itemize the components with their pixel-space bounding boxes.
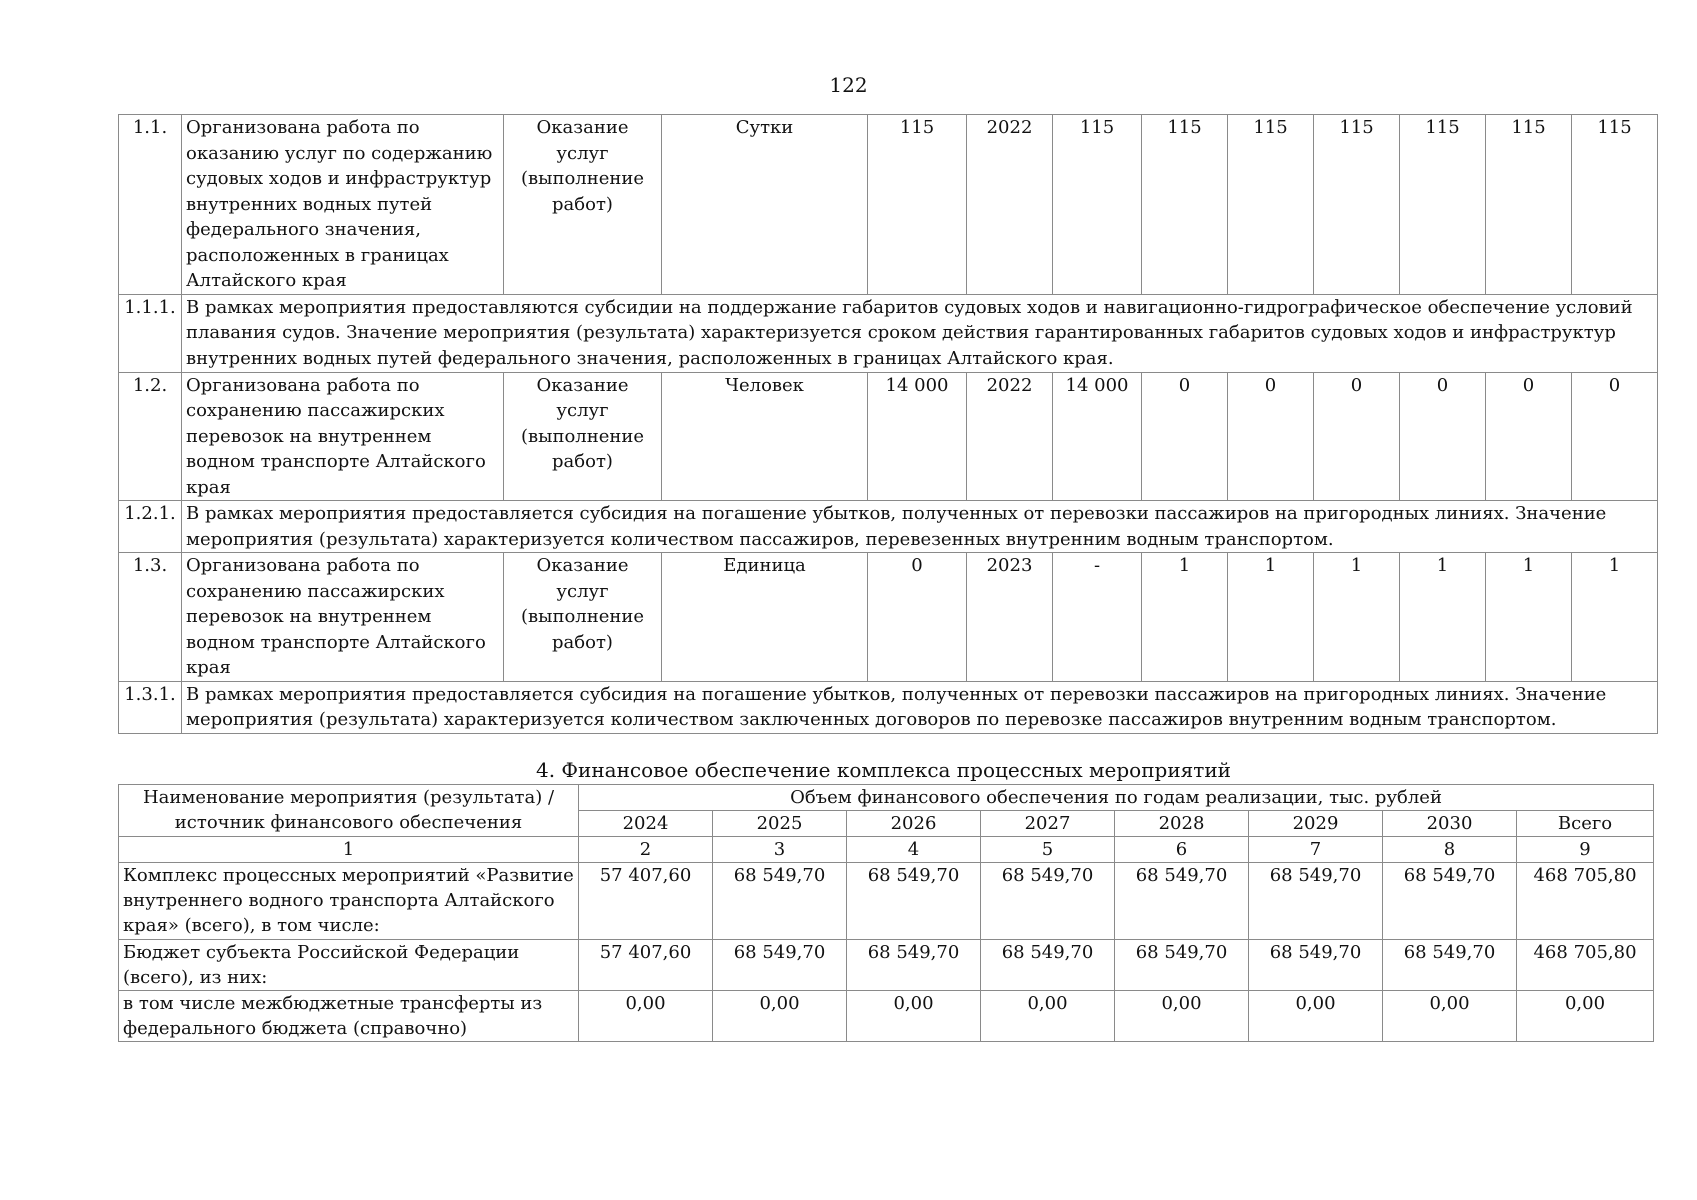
finance-value: 68 549,70 — [981, 863, 1115, 940]
row-number: 1.2. — [119, 372, 182, 501]
finance-value: 68 549,70 — [1383, 863, 1517, 940]
header-volume: Объем финансового обеспечения по годам реализации, тыс. рублей — [579, 785, 1654, 811]
row-number: 1.3.1. — [119, 681, 182, 733]
row-number: 1.1. — [119, 115, 182, 295]
measure-type: Оказание услуг (выполнение работ) — [504, 553, 662, 682]
column-number: 5 — [981, 837, 1115, 863]
base-value: 14 000 — [868, 372, 967, 501]
year-value: 1 — [1400, 553, 1486, 682]
year-value: 115 — [1053, 115, 1142, 295]
column-number: 1 — [119, 837, 579, 863]
unit: Сутки — [662, 115, 868, 295]
table-row — [119, 294, 1658, 372]
year-value: 115 — [1314, 115, 1400, 295]
finance-table — [118, 784, 1654, 1042]
year-header: 2025 — [713, 811, 847, 837]
table-row — [119, 991, 1654, 1042]
year-value: 0 — [1314, 372, 1400, 501]
finance-value: 68 549,70 — [981, 940, 1115, 991]
measure-type: Оказание услуг (выполнение работ) — [504, 115, 662, 295]
finance-value: 57 407,60 — [579, 863, 713, 940]
table-row — [119, 372, 1658, 501]
year-value: 115 — [1228, 115, 1314, 295]
year-value: 115 — [1400, 115, 1486, 295]
measure-name: Организована работа по оказанию услуг по содержанию судовых ходов и инфраструктур внутренних водных путей федерального значения, расположенных в границах Алтайского края — [182, 115, 504, 295]
finance-value: 0,00 — [981, 991, 1115, 1042]
year-value: 1 — [1314, 553, 1400, 682]
base-value: 115 — [868, 115, 967, 295]
measure-name: Организована работа по сохранению пассажирских перевозок на внутреннем водном транспорте Алтайского края — [182, 372, 504, 501]
year-value: - — [1053, 553, 1142, 682]
finance-value: 0,00 — [713, 991, 847, 1042]
year-value: 0 — [1486, 372, 1572, 501]
column-number: 9 — [1517, 837, 1654, 863]
page-number: 122 — [829, 73, 868, 97]
column-number: 2 — [579, 837, 713, 863]
finance-value: 57 407,60 — [579, 940, 713, 991]
total-header: Всего — [1517, 811, 1654, 837]
finance-value: 68 549,70 — [847, 863, 981, 940]
year-value: 0 — [1400, 372, 1486, 501]
year-value: 0 — [1228, 372, 1314, 501]
year-header: 2028 — [1115, 811, 1249, 837]
year-header: 2026 — [847, 811, 981, 837]
row-number: 1.2.1. — [119, 501, 182, 553]
finance-value: 0,00 — [847, 991, 981, 1042]
table-row — [119, 863, 1654, 940]
table-row — [119, 553, 1658, 682]
base-year: 2023 — [967, 553, 1053, 682]
finance-value: 68 549,70 — [1249, 940, 1383, 991]
base-value: 0 — [868, 553, 967, 682]
year-header: 2027 — [981, 811, 1115, 837]
row-number: 1.1.1. — [119, 294, 182, 372]
year-header: 2030 — [1383, 811, 1517, 837]
table-row — [119, 681, 1658, 733]
section-title: 4. Финансовое обеспечение комплекса процессных мероприятий — [535, 758, 1232, 782]
year-value: 0 — [1142, 372, 1228, 501]
year-value: 115 — [1142, 115, 1228, 295]
table-row — [119, 115, 1658, 295]
column-number: 3 — [713, 837, 847, 863]
table-row — [119, 940, 1654, 991]
finance-row-name: в том числе межбюджетные трансферты из федерального бюджета (справочно) — [119, 991, 579, 1042]
finance-value: 68 549,70 — [847, 940, 981, 991]
finance-value: 0,00 — [1115, 991, 1249, 1042]
finance-value: 68 549,70 — [713, 940, 847, 991]
column-number: 8 — [1383, 837, 1517, 863]
year-value: 1 — [1228, 553, 1314, 682]
finance-total: 468 705,80 — [1517, 940, 1654, 991]
column-number: 4 — [847, 837, 981, 863]
finance-value: 0,00 — [579, 991, 713, 1042]
year-value: 115 — [1572, 115, 1658, 295]
base-year: 2022 — [967, 372, 1053, 501]
unit: Единица — [662, 553, 868, 682]
finance-value: 68 549,70 — [1115, 863, 1249, 940]
finance-row-name: Комплекс процессных мероприятий «Развитие внутреннего водного транспорта Алтайского края» (всего), в том числе: — [119, 863, 579, 940]
finance-value: 0,00 — [1249, 991, 1383, 1042]
measure-type: Оказание услуг (выполнение работ) — [504, 372, 662, 501]
finance-value: 68 549,70 — [1115, 940, 1249, 991]
year-value: 1 — [1572, 553, 1658, 682]
measure-name: Организована работа по сохранению пассажирских перевозок на внутреннем водном транспорте Алтайского края — [182, 553, 504, 682]
column-number-row — [119, 837, 1654, 863]
base-year: 2022 — [967, 115, 1053, 295]
results-table — [118, 114, 1658, 734]
header-name: Наименование мероприятия (результата) / источник финансового обеспечения — [119, 785, 579, 837]
year-value: 14 000 — [1053, 372, 1142, 501]
column-number: 7 — [1249, 837, 1383, 863]
year-value: 1 — [1486, 553, 1572, 682]
column-number: 6 — [1115, 837, 1249, 863]
header-row — [119, 785, 1654, 811]
year-header: 2029 — [1249, 811, 1383, 837]
finance-total: 0,00 — [1517, 991, 1654, 1042]
finance-value: 68 549,70 — [1249, 863, 1383, 940]
year-value: 115 — [1486, 115, 1572, 295]
finance-total: 468 705,80 — [1517, 863, 1654, 940]
measure-description: В рамках мероприятия предоставляется субсидия на погашение убытков, полученных от перевозки пассажиров на пригородных линиях. Значение мероприятия (результата) характеризуется количеством заключенных договоров по перевозке пассажиров внутренним водным транспортом. — [182, 681, 1658, 733]
unit: Человек — [662, 372, 868, 501]
year-value: 1 — [1142, 553, 1228, 682]
table-row — [119, 501, 1658, 553]
finance-value: 0,00 — [1383, 991, 1517, 1042]
year-value: 0 — [1572, 372, 1658, 501]
finance-value: 68 549,70 — [713, 863, 847, 940]
finance-row-name: Бюджет субъекта Российской Федерации (всего), из них: — [119, 940, 579, 991]
measure-description: В рамках мероприятия предоставляются субсидии на поддержание габаритов судовых ходов и навигационно-гидрографическое обеспечение условий плавания судов. Значение мероприятия (результата) характеризуется сроком действия гарантированных габаритов судовых ходов и инфраструктур внутренних водных путей федерального значения, расположенных в границах Алтайского края. — [182, 294, 1658, 372]
year-header: 2024 — [579, 811, 713, 837]
finance-value: 68 549,70 — [1383, 940, 1517, 991]
row-number: 1.3. — [119, 553, 182, 682]
measure-description: В рамках мероприятия предоставляется субсидия на погашение убытков, полученных от перевозки пассажиров на пригородных линиях. Значение мероприятия (результата) характеризуется количеством пассажиров, перевезенных внутренним водным транспортом. — [182, 501, 1658, 553]
